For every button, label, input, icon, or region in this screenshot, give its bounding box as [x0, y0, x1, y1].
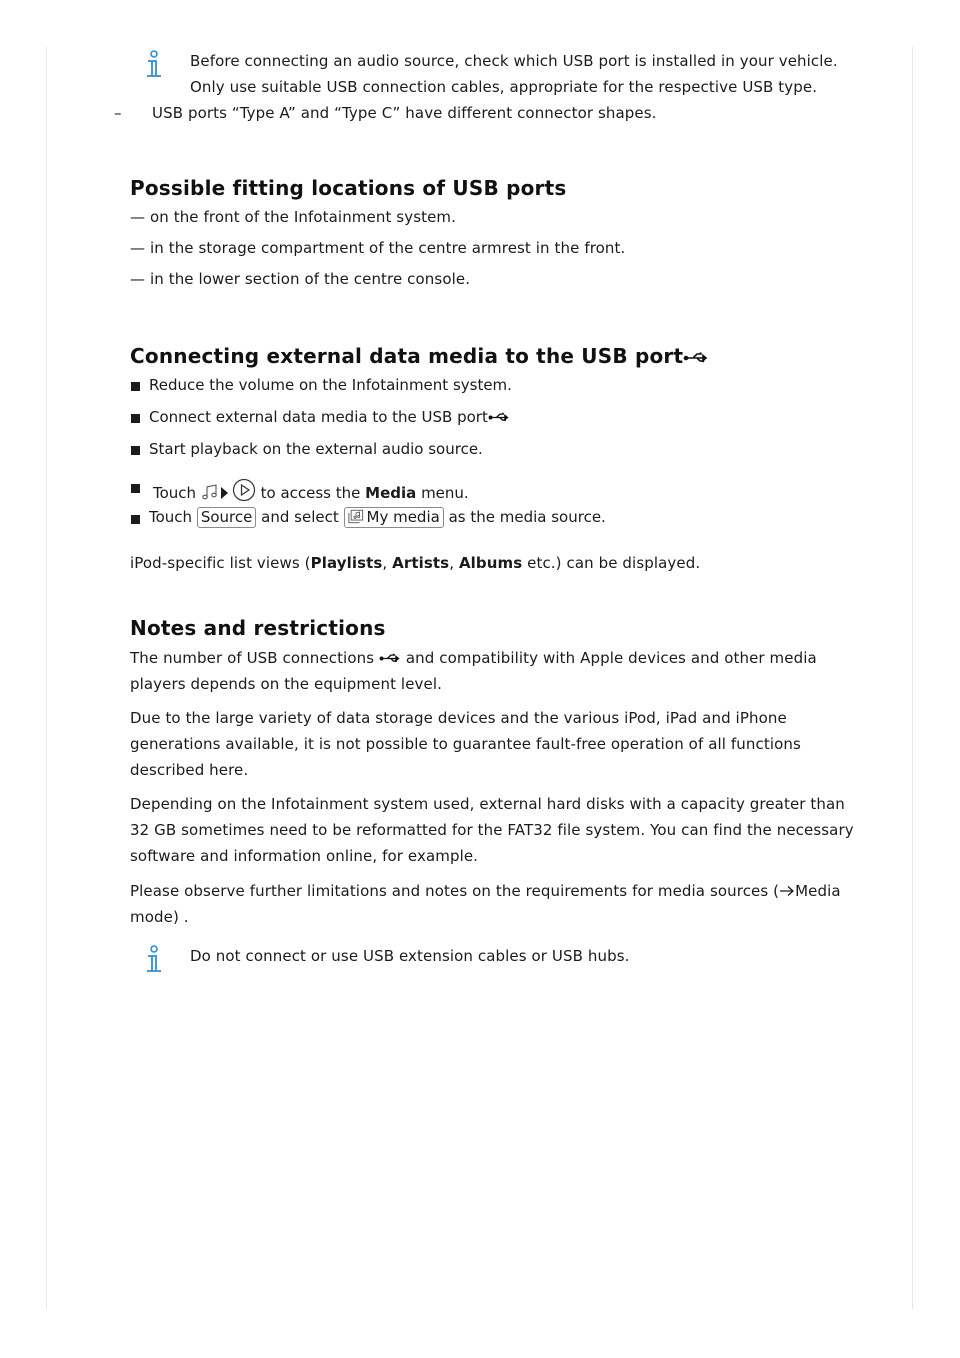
usb-icon: [488, 412, 510, 423]
step-4-mid: to access the: [260, 484, 361, 502]
info-text-line-2: Only use suitable USB connection cables, appropriate for the respective USB type.: [190, 78, 818, 96]
info-icon: [145, 50, 163, 80]
notes-p1-line-2: players depends on the equipment level.: [130, 675, 442, 693]
notes-p1-pre: The number of USB connections: [130, 649, 375, 667]
playlists-label: Playlists: [310, 554, 383, 572]
notes-p3-line-1: Depending on the Infotainment system used, external hard disks with a capacity greater than: [130, 795, 845, 813]
notes-p2-line-3: described here.: [130, 761, 249, 779]
step-4-touch: Touch: [153, 484, 197, 502]
step-5-post: as the media source.: [448, 508, 606, 526]
notes-p3-line-3: software and information online, for example.: [130, 847, 479, 865]
notes-p1-line-1: [130, 649, 817, 667]
section-heading-connecting: [130, 344, 709, 368]
step-4: [153, 478, 469, 502]
step-bullet: [131, 382, 140, 391]
step-bullet: [131, 414, 140, 423]
step-5: [149, 507, 606, 528]
step-4-post: menu.: [421, 484, 469, 502]
info-icon: [145, 945, 163, 975]
dash-item-text: USB ports “Type A” and “Type C” have different connector shapes.: [152, 104, 657, 122]
usb-icon: [379, 653, 401, 664]
ipod-text-pre: iPod-specific list views (: [130, 554, 311, 572]
left-margin-rule: [46, 47, 47, 1309]
step-bullet: [131, 484, 140, 493]
right-margin-rule: [912, 47, 913, 1309]
section-heading-connecting-text: Connecting external data media to the USB port: [130, 344, 684, 368]
arrow-right-icon: [779, 885, 795, 897]
info-text-line-1: Before connecting an audio source, check which USB port is installed in your vehicle.: [190, 52, 838, 70]
music-note-icon[interactable]: [201, 484, 219, 500]
step-bullet: [131, 515, 140, 524]
notes-p2-line-2: generations available, it is not possible to guarantee fault-free operation of all functions: [130, 735, 801, 753]
usb-icon: [683, 352, 709, 364]
section-heading-notes: Notes and restrictions: [130, 616, 386, 640]
ipod-sep-2: ,: [449, 554, 459, 572]
step-2-text: Connect external data media to the USB port: [149, 408, 488, 426]
step-2: [149, 408, 510, 426]
albums-label: Albums: [458, 554, 523, 572]
step-5-touch: Touch: [149, 508, 193, 526]
location-item-2: — in the storage compartment of the centre armrest in the front.: [130, 239, 626, 257]
media-menu-label: Media: [365, 484, 417, 502]
my-media-button[interactable]: [344, 507, 444, 528]
step-5-mid: and select: [261, 508, 339, 526]
dash-bullet: –: [114, 104, 122, 122]
notes-p4-pre: Please observe further limitations and notes on the requirements for media sources (: [130, 882, 780, 900]
artists-label: Artists: [392, 554, 450, 572]
notes-p1-post: and compatibility with Apple devices and other media: [405, 649, 817, 667]
location-item-1: — on the front of the Infotainment system.: [130, 208, 456, 226]
section-heading-fitting-locations: Possible fitting locations of USB ports: [130, 176, 567, 200]
media-library-icon: [348, 509, 364, 524]
step-bullet: [131, 446, 140, 455]
notes-p2-line-1: Due to the large variety of data storage devices and the various iPod, iPad and iPhone: [130, 709, 787, 727]
notes-p4-line-2: mode) .: [130, 908, 189, 926]
notes-p3-line-2: 32 GB sometimes need to be reformatted for the FAT32 file system. You can find the necessary: [130, 821, 854, 839]
info-text-hubs: Do not connect or use USB extension cables or USB hubs.: [190, 947, 630, 965]
location-item-3: — in the lower section of the centre console.: [130, 270, 471, 288]
my-media-label: My media: [366, 508, 440, 526]
media-mode-link[interactable]: Media: [795, 882, 841, 900]
play-circle-icon[interactable]: [232, 478, 256, 502]
ipod-sep-1: ,: [382, 554, 393, 572]
ipod-list-views-text: [130, 554, 700, 572]
step-1-text: Reduce the volume on the Infotainment system.: [149, 376, 512, 394]
notes-p4-line-1: [130, 882, 841, 900]
step-3-text: Start playback on the external audio source.: [149, 440, 483, 458]
ipod-text-post: etc.) can be displayed.: [522, 554, 701, 572]
chevron-right-icon: [221, 487, 228, 499]
source-button[interactable]: Source: [197, 507, 257, 528]
